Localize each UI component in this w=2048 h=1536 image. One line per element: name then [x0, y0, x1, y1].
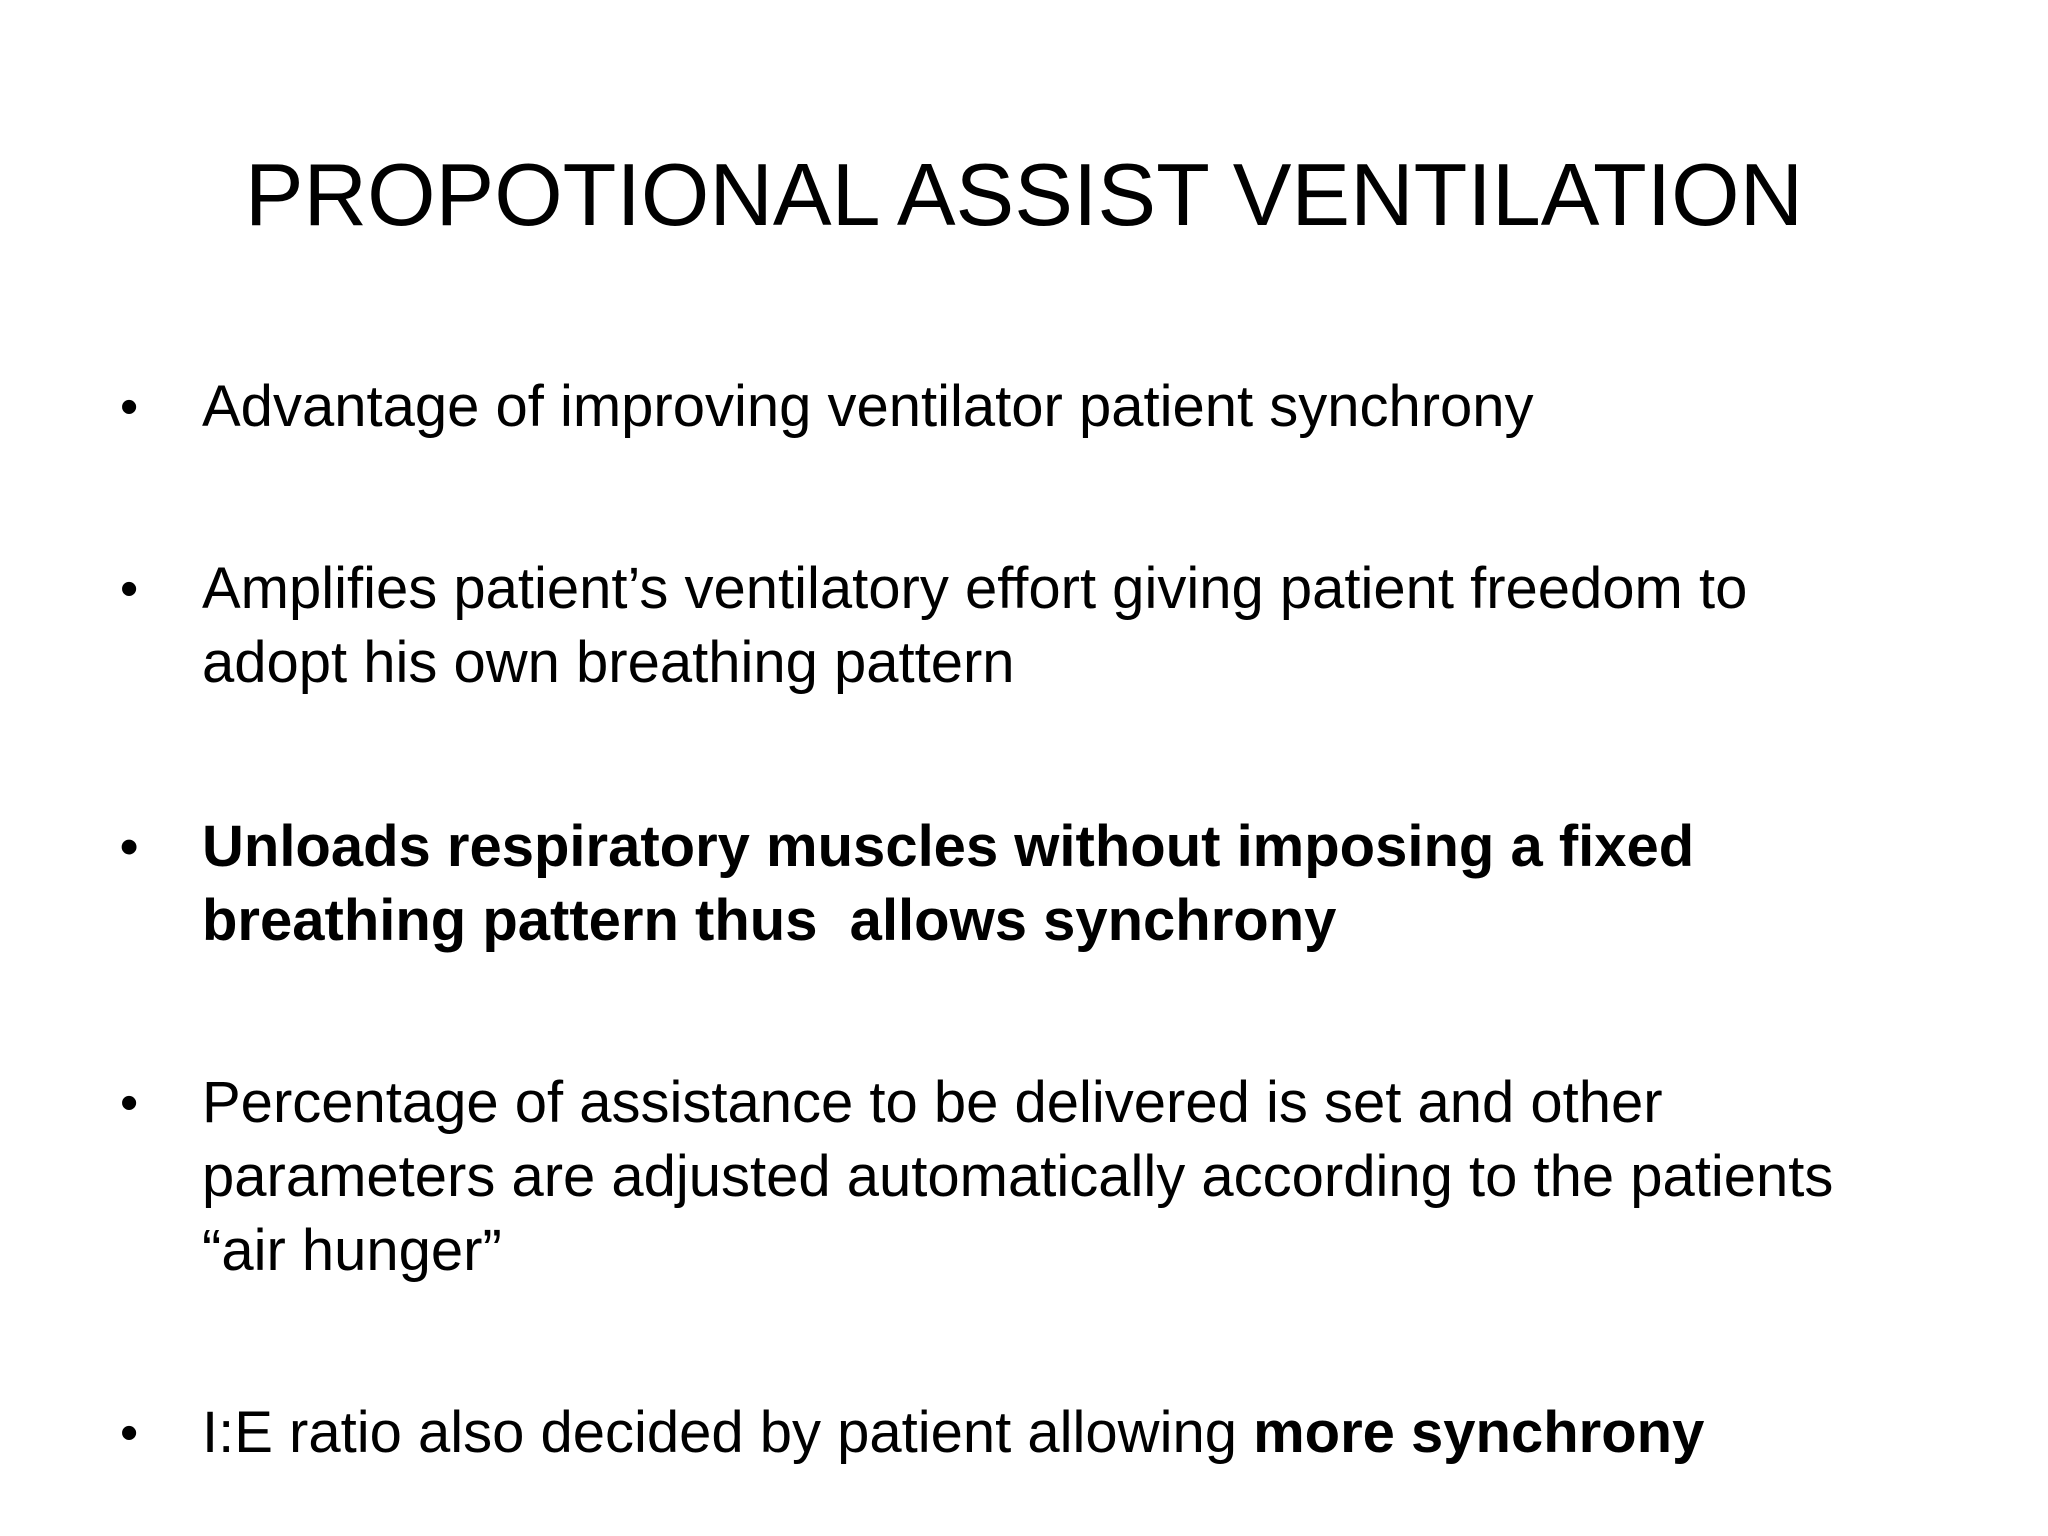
- bullet-icon: •: [120, 818, 139, 876]
- bullet-text: [202, 552, 2022, 700]
- bullet-line: Unloads respiratory muscles without imposing a fixed: [202, 814, 1695, 879]
- slide-title: PROPOTIONAL ASSIST VENTILATION: [244, 145, 1804, 244]
- bullet-line: “air hunger”: [202, 1218, 502, 1283]
- bullet-text: [202, 810, 2022, 958]
- bullet-emphasis: more synchrony: [1253, 1400, 1705, 1465]
- bullet-icon: •: [120, 1404, 139, 1462]
- bullet-line: breathing pattern thus allows synchrony: [202, 888, 1337, 953]
- bullet-text: [202, 1066, 2022, 1288]
- bullet-line: adopt his own breathing pattern: [202, 630, 1015, 695]
- bullet-line: Percentage of assistance to be delivered is set and other: [202, 1070, 1663, 1135]
- bullet-line-prefix: I:E ratio also decided by patient allowing: [202, 1400, 1254, 1465]
- bullet-text: [202, 1396, 2022, 1470]
- bullet-line: Advantage of improving ventilator patient synchrony: [202, 374, 1534, 439]
- bullet-line: Amplifies patient’s ventilatory effort giving patient freedom to: [202, 556, 1748, 621]
- bullet-icon: •: [120, 378, 139, 436]
- bullet-icon: •: [120, 560, 139, 618]
- bullet-line: parameters are adjusted automatically according to the patients: [202, 1144, 1834, 1209]
- bullet-text: [202, 370, 2022, 444]
- bullet-icon: •: [120, 1074, 139, 1132]
